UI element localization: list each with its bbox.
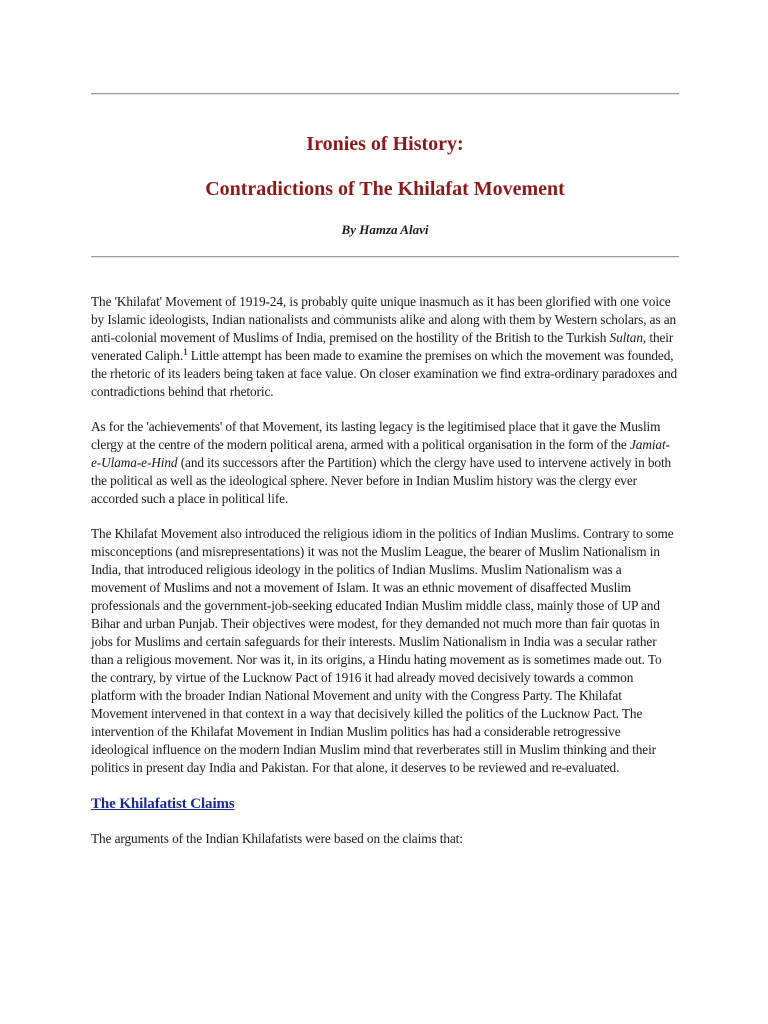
section-heading-khilafatist-claims[interactable]: The Khilafatist Claims	[91, 796, 235, 812]
paragraph-1-text-c: their venerated Caliph.	[91, 330, 674, 363]
footnote-link-1[interactable]: 1	[183, 347, 188, 357]
paragraph-2-text-a: As for the 'achievements' of that Movement, its lasting legacy is the legitimised place that it gave the Muslim clergy at the centre of the modern political arena, armed with a political organisation in the form of the	[91, 419, 661, 452]
article-title-line2: Contradictions of The Khilafat Movement	[205, 178, 565, 200]
paragraph-2-text-c: (and its successors after the Partition) which the clergy have used to intervene actively in both the political as well as the ideological sphere. Never before in Indian Muslim history was the clergy ever accorded such a place in political life.	[91, 455, 672, 506]
paragraph-3: The Khilafat Movement also introduced the religious idiom in the politics of Indian Muslims. Contrary to some misconceptions (and misrepresentations) it was not the Muslim League, the bearer of Muslim Nationalism in India, that introduced religious ideology in the politics of Indian Muslims. Muslim Nationalism was a movement of Muslims and not a movement of Islam. It was an ethnic movement of disaffected Muslim professionals and the government-job-seeking educated Indian Muslim middle class, mainly those of UP and Bihar and urban Punjab. Their objectives were modest, for they demanded not much more than fair quotas in jobs for Muslims and certain safeguards for their interests. Muslim Nationalism in India was a secular rather than a religious movement. Nor was it, in its origins, a Hindu hating movement as is sometimes made out. To the contrary, by virtue of the Lucknow Pact of 1916 it had already moved decisively towards a common platform with the broader Indian National Movement and unity with the Congress Party. The Khilafat Movement intervened in that context in a way that decisively killed the politics of the Lucknow Pact. The intervention of the Khilafat Movement in Indian Muslim politics has had a considerable retrogressive ideological influence on the modern Indian Muslim mind that reverberates still in Muslim thinking and their politics in present day India and Pakistan. For that alone, it deserves to be reviewed and re-evaluated.	[91, 526, 674, 775]
paragraph-1-text-a: The 'Khilafat' Movement of 1919-24, is probably quite unique inasmuch as it has been glorified with one voice by Islamic ideologists, Indian nationalists and communists alike and along with them by Western scholars, as an anti-colonial movement of Muslims of India, premised on the hostility of the British to the Turkish	[91, 294, 677, 345]
paragraph-2-jamiat: Jamiat-e-Ulama-e-Hind	[91, 437, 670, 470]
paragraph-2	[91, 418, 679, 508]
article-title-line1: Ironies of History:	[306, 133, 464, 155]
paragraph-1	[91, 293, 679, 401]
article-byline: By Hamza Alavi	[341, 222, 429, 237]
header-divider	[91, 256, 679, 258]
paragraph-1-sultan: Sultan,	[609, 330, 647, 345]
section-heading-wrapper	[91, 794, 679, 830]
article-body	[91, 293, 679, 865]
top-divider	[91, 93, 679, 95]
paragraph-4: The arguments of the Indian Khilafatists were based on the claims that:	[91, 831, 463, 846]
paragraph-1-text-d: Little attempt has been made to examine the premises on which the movement was founded, the rhetoric of its leaders being taken at face value. On closer examination we find extra-ordinary paradoxes and contradictions behind that rhetoric.	[91, 348, 678, 399]
